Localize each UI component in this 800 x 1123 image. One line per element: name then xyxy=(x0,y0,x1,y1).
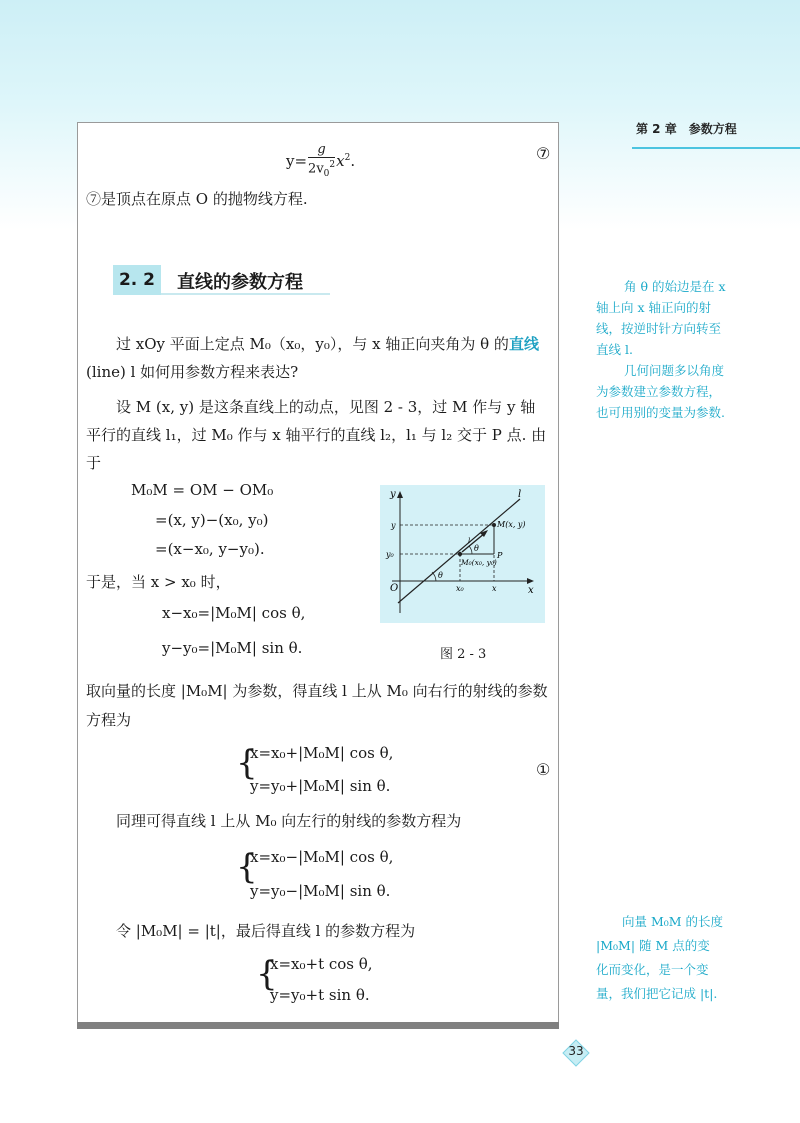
chapter-underline xyxy=(632,147,800,149)
note2-line1: 向量 M₀M 的长度 xyxy=(622,914,724,929)
P-label: P xyxy=(497,551,503,560)
frame-bottom-bar xyxy=(77,1022,559,1029)
eq7-denominator: 2v xyxy=(308,161,324,177)
angle-arc-1 xyxy=(469,546,472,554)
para2-line2: 平行的直线 l₁，过 M₀ 作与 x 轴平行的直线 l₂，l₁ 与 l₂ 交于 P 点. 由 xyxy=(86,426,547,444)
system1-line2: y=y₀+|M₀M| sin θ. xyxy=(250,777,391,795)
note1-line1: 角 θ 的始边是在 x xyxy=(624,279,726,294)
origin-label: O xyxy=(390,583,399,594)
system3-brace: { xyxy=(256,954,278,994)
note1-line7: 也可用别的变量为参数. xyxy=(596,405,725,420)
note2-line4: 量，我们把它记成 |t|. xyxy=(596,986,718,1001)
note2-line3: 化而变化，是一个变 xyxy=(596,962,709,977)
para3-line2: 方程为 xyxy=(86,711,132,729)
y-axis-label: y xyxy=(390,489,396,500)
system1-line1: x=x₀+|M₀M| cos θ, xyxy=(250,744,394,762)
para2-line1: 设 M (x, y) 是这条直线上的动点，见图 2 - 3，过 M 作与 y 轴 xyxy=(116,398,536,416)
vector-eq-line2: =(x, y)−(x₀, y₀) xyxy=(155,511,269,529)
y0-tick-label: y₀ xyxy=(386,550,394,559)
theta-label-2: θ xyxy=(438,571,443,580)
system2-line2: y=y₀−|M₀M| sin θ. xyxy=(250,882,391,900)
system2-brace: { xyxy=(236,847,258,887)
page-number-badge xyxy=(562,1039,590,1067)
system1-brace: { xyxy=(236,743,258,783)
figure-caption: 图 2 - 3 xyxy=(440,647,487,662)
figure-diagram xyxy=(380,485,545,623)
eq7-denom-sub: 0 xyxy=(323,168,330,179)
eq7-denom-sup: 2 xyxy=(329,160,336,170)
figure-2-3 xyxy=(380,485,545,623)
eq7-rhs: x xyxy=(336,151,345,170)
section-heading xyxy=(113,265,330,295)
system2-line1: x=x₀−|M₀M| cos θ, xyxy=(250,848,394,866)
condition-text: 于是，当 x > x₀ 时， xyxy=(86,573,231,591)
eq7-lhs: y= xyxy=(286,151,308,170)
eq7-description: ⑦是顶点在原点 O 的抛物线方程. xyxy=(86,190,308,208)
system3-line2: y=y₀+t sin θ. xyxy=(270,986,370,1004)
margin-note-vector xyxy=(596,910,726,1006)
page-number: 33 xyxy=(568,1044,584,1058)
M0-label: M₀(x₀, y₀) xyxy=(461,558,497,567)
note1-line5: 几何问题多以角度 xyxy=(624,363,725,378)
para2-line3: 于 xyxy=(86,454,102,472)
eq7-numerator: g xyxy=(308,142,335,158)
margin-note-angle xyxy=(596,276,726,423)
x-tick-label: x xyxy=(492,584,497,593)
theta-label-1: θ xyxy=(474,544,479,553)
eq7-number: ⑦ xyxy=(536,144,551,163)
x-axis-arrow xyxy=(527,578,534,584)
note1-line4: 直线 l. xyxy=(596,342,633,357)
eq7-fraction xyxy=(308,142,335,182)
point-M0 xyxy=(458,552,462,556)
x-axis-label: x xyxy=(528,585,534,596)
para1-text: 过 xOy 平面上定点 M₀（x₀，y₀），与 x 轴正向夹角为 θ 的 xyxy=(116,335,509,353)
para3-line1: 取向量的长度 |M₀M| 为参数，得直线 l 上从 M₀ 向右行的射线的参数 xyxy=(86,682,548,700)
note2-line2: |M₀M| 随 M 点的变 xyxy=(596,938,710,953)
note1-line3: 线，按逆时针方向转至 xyxy=(596,321,722,336)
x0-tick-label: x₀ xyxy=(456,584,464,593)
vector-eq-line1: M₀M = OM − OM₀ xyxy=(131,481,274,499)
section-underline xyxy=(161,293,330,295)
section-title: 直线的参数方程 xyxy=(177,272,303,293)
keyword-line: 直线 xyxy=(508,335,539,353)
component-eq-x: x−x₀=|M₀M| cos θ, xyxy=(162,604,306,622)
M-label: M(x, y) xyxy=(497,520,526,529)
arrow-l-label: l xyxy=(468,537,471,545)
para5: 令 |M₀M| = |t|，最后得直线 l 的参数方程为 xyxy=(116,922,416,940)
system1-number: ① xyxy=(536,760,551,779)
vector-eq-line3: =(x−x₀, y−y₀). xyxy=(155,540,265,558)
eq7-rhs-sup: 2 xyxy=(344,152,351,163)
eq7-dot: . xyxy=(350,151,356,170)
note1-line2: 轴上向 x 轴正向的射 xyxy=(596,300,711,315)
y-tick-label: y xyxy=(391,521,396,530)
chapter-header: 第 2 章 参数方程 xyxy=(636,122,737,136)
note1-line6: 为参数建立参数方程， xyxy=(596,384,722,399)
point-M xyxy=(492,523,496,527)
line-l-label: l xyxy=(518,489,522,500)
section-number: 2. 2 xyxy=(113,265,161,295)
component-eq-y: y−y₀=|M₀M| sin θ. xyxy=(162,639,303,657)
para4: 同理可得直线 l 上从 M₀ 向左行的射线的参数方程为 xyxy=(116,812,462,830)
para1-line1 xyxy=(116,333,539,354)
y-axis-arrow xyxy=(397,491,403,498)
para1-line2: (line) l 如何用参数方程来表达? xyxy=(86,363,299,381)
equation-7 xyxy=(286,142,355,182)
system3-line1: x=x₀+t cos θ, xyxy=(270,955,373,973)
